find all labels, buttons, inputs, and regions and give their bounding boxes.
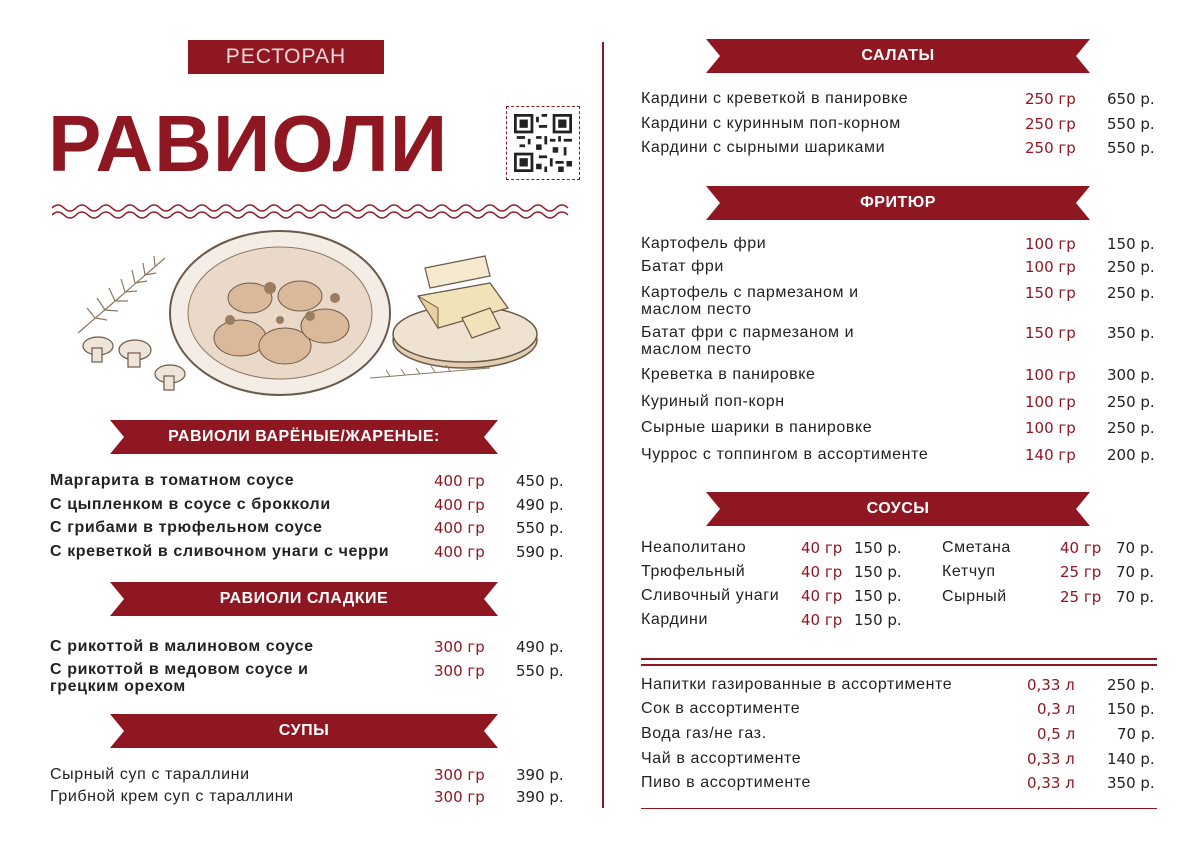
item-name: Пиво в ассортименте — [641, 774, 812, 791]
item-price: 550 р. — [516, 519, 564, 537]
menu-item — [641, 137, 1161, 159]
restaurant-title: РАВИОЛИ — [48, 99, 449, 188]
item-name: Маргарита в томатном соусе — [50, 472, 295, 489]
item-price: 140 р. — [1107, 750, 1155, 768]
item-price: 250 р. — [1107, 419, 1155, 437]
food-illustration — [70, 228, 550, 403]
item-weight: 100 гр — [1025, 393, 1076, 411]
menu-item — [641, 256, 1161, 278]
section-ribbon-sweet — [110, 582, 498, 616]
item-price: 390 р. — [516, 788, 564, 806]
item-name: Кардини с куринным поп-корном — [641, 115, 901, 132]
menu-item — [641, 284, 1161, 324]
item-price: 250 р. — [1107, 284, 1155, 302]
menu-item — [641, 88, 1161, 110]
item-price: 150 р. — [854, 563, 902, 581]
item-price: 200 р. — [1107, 446, 1155, 464]
menu-item — [641, 609, 921, 631]
item-weight: 400 гр — [434, 543, 485, 561]
item-weight: 400 гр — [434, 519, 485, 537]
item-name: Сметана — [942, 539, 1011, 556]
item-weight: 150 гр — [1025, 324, 1076, 342]
menu-item — [641, 233, 1161, 255]
item-name: С рикоттой в малиновом соусе — [50, 638, 314, 655]
wave-ornament — [52, 202, 576, 220]
item-weight: 250 гр — [1025, 90, 1076, 108]
item-price: 70 р. — [1117, 725, 1156, 743]
item-price: 550 р. — [1107, 139, 1155, 157]
item-weight: 40 гр — [801, 563, 843, 581]
column-divider — [602, 42, 604, 808]
item-name: Неаполитано — [641, 539, 747, 556]
section-title-fryer: ФРИТЮР — [860, 194, 936, 211]
menu-item — [50, 541, 570, 563]
menu-item — [641, 748, 1161, 770]
item-price: 70 р. — [1116, 588, 1155, 606]
cheese-board-icon — [393, 256, 537, 368]
section-title-ravioli: РАВИОЛИ ВАРЁНЫЕ/ЖАРЕНЫЕ: — [168, 428, 440, 445]
item-weight: 300 гр — [434, 662, 485, 680]
menu-item — [50, 470, 570, 492]
item-price: 250 р. — [1107, 393, 1155, 411]
item-weight: 40 гр — [1060, 539, 1102, 557]
item-weight: 300 гр — [434, 638, 485, 656]
section-ribbon-soups — [110, 714, 498, 748]
item-price: 250 р. — [1107, 676, 1155, 694]
section-title-salads: САЛАТЫ — [861, 47, 935, 64]
item-name: Куриный поп-корн — [641, 393, 785, 410]
herb-icon — [78, 256, 165, 333]
menu-item — [50, 494, 570, 516]
item-weight: 100 гр — [1025, 235, 1076, 253]
menu-item — [641, 417, 1161, 439]
item-price: 250 р. — [1107, 258, 1155, 276]
mushroom-icon — [83, 337, 185, 390]
item-price: 450 р. — [516, 472, 564, 490]
section-title-sweet: РАВИОЛИ СЛАДКИЕ — [219, 590, 389, 607]
item-name: Сырные шарики в панировке — [641, 419, 873, 436]
item-name: Картофель с пармезаном и маслом песто — [641, 284, 859, 318]
item-weight: 25 гр — [1060, 588, 1102, 606]
menu-item — [50, 786, 570, 808]
section-ribbon-salads — [706, 39, 1090, 73]
item-price: 150 р. — [1107, 235, 1155, 253]
menu-item — [641, 324, 1161, 364]
menu-item — [641, 561, 921, 583]
item-name: Батат фри — [641, 258, 724, 275]
menu-item — [50, 636, 570, 658]
qr-code[interactable] — [506, 106, 580, 180]
item-weight: 300 гр — [434, 766, 485, 784]
item-price: 650 р. — [1107, 90, 1155, 108]
menu-item — [50, 517, 570, 539]
menu-item — [641, 364, 1161, 386]
item-name: Грибной крем суп с тараллини — [50, 788, 294, 805]
item-price: 150 р. — [1107, 700, 1155, 718]
item-weight: 100 гр — [1025, 258, 1076, 276]
qr-code-icon — [514, 114, 572, 172]
item-price: 350 р. — [1107, 324, 1155, 342]
menu-item — [641, 585, 921, 607]
item-price: 150 р. — [854, 587, 902, 605]
item-name: Чай в ассортименте — [641, 750, 802, 767]
menu-item — [641, 537, 921, 559]
item-weight: 0,33 л — [1027, 774, 1075, 792]
section-title-sauces: СОУСЫ — [866, 500, 930, 517]
item-weight: 140 гр — [1025, 446, 1076, 464]
item-name: Чуррос с топпингом в ассортименте — [641, 446, 929, 463]
menu-item — [942, 586, 1162, 608]
menu-item — [942, 537, 1162, 559]
drinks-divider-end — [641, 808, 1157, 809]
item-weight: 300 гр — [434, 788, 485, 806]
item-name: Трюфельный — [641, 563, 746, 580]
menu-item — [641, 698, 1161, 720]
item-price: 70 р. — [1116, 563, 1155, 581]
item-name: Кардини с сырными шариками — [641, 139, 886, 156]
item-name: С креветкой в сливочном унаги с черри — [50, 543, 390, 560]
item-price: 490 р. — [516, 496, 564, 514]
section-ribbon-fryer — [706, 186, 1090, 220]
item-weight: 400 гр — [434, 496, 485, 514]
item-name: Батат фри с пармезаном и маслом песто — [641, 324, 855, 358]
item-name: Сырный суп с тараллини — [50, 766, 250, 783]
section-ribbon-ravioli — [110, 420, 498, 454]
section-title-soups: СУПЫ — [278, 722, 330, 739]
drinks-divider-bottom — [641, 664, 1157, 666]
menu-item — [641, 723, 1161, 745]
item-weight: 40 гр — [801, 587, 843, 605]
item-name: Напитки газированные в ассортименте — [641, 676, 953, 693]
menu-item — [50, 764, 570, 786]
item-weight: 400 гр — [434, 472, 485, 490]
item-weight: 40 гр — [801, 611, 843, 629]
menu-item — [942, 561, 1162, 583]
item-name: Сок в ассортименте — [641, 700, 801, 717]
item-weight: 0,3 л — [1037, 700, 1076, 718]
item-weight: 0,33 л — [1027, 676, 1075, 694]
item-weight: 250 гр — [1025, 115, 1076, 133]
item-price: 300 р. — [1107, 366, 1155, 384]
item-price: 150 р. — [854, 539, 902, 557]
restaurant-label: РЕСТОРАН — [188, 40, 384, 74]
item-weight: 150 гр — [1025, 284, 1076, 302]
menu-item — [50, 661, 570, 701]
item-price: 490 р. — [516, 638, 564, 656]
item-name: Креветка в панировке — [641, 366, 816, 383]
item-weight: 0,33 л — [1027, 750, 1075, 768]
item-name: Сливочный унаги — [641, 587, 780, 604]
item-name: Кардини с креветкой в панировке — [641, 90, 909, 107]
item-name: Картофель фри — [641, 235, 767, 252]
item-price: 350 р. — [1107, 774, 1155, 792]
menu-item — [641, 444, 1161, 466]
item-price: 390 р. — [516, 766, 564, 784]
item-name: Кардини — [641, 611, 708, 628]
item-name: С рикоттой в медовом соусе и грецким орехом — [50, 661, 309, 695]
menu-item — [641, 391, 1161, 413]
item-weight: 40 гр — [801, 539, 843, 557]
item-name: С цыпленком в соусе с брокколи — [50, 496, 331, 513]
item-price: 550 р. — [1107, 115, 1155, 133]
menu-item — [641, 674, 1161, 696]
item-name: С грибами в трюфельном соусе — [50, 519, 323, 536]
menu-item — [641, 113, 1161, 135]
item-price: 590 р. — [516, 543, 564, 561]
item-name: Вода газ/не газ. — [641, 725, 767, 742]
item-weight: 250 гр — [1025, 139, 1076, 157]
item-weight: 0,5 л — [1037, 725, 1076, 743]
drinks-divider-top — [641, 658, 1157, 660]
item-weight: 100 гр — [1025, 419, 1076, 437]
item-name: Сырный — [942, 588, 1007, 605]
item-price: 150 р. — [854, 611, 902, 629]
item-price: 70 р. — [1116, 539, 1155, 557]
ravioli-bowl-icon — [170, 231, 390, 395]
item-weight: 100 гр — [1025, 366, 1076, 384]
menu-item — [641, 772, 1161, 794]
item-name: Кетчуп — [942, 563, 996, 580]
section-ribbon-sauces — [706, 492, 1090, 526]
item-weight: 25 гр — [1060, 563, 1102, 581]
item-price: 550 р. — [516, 662, 564, 680]
